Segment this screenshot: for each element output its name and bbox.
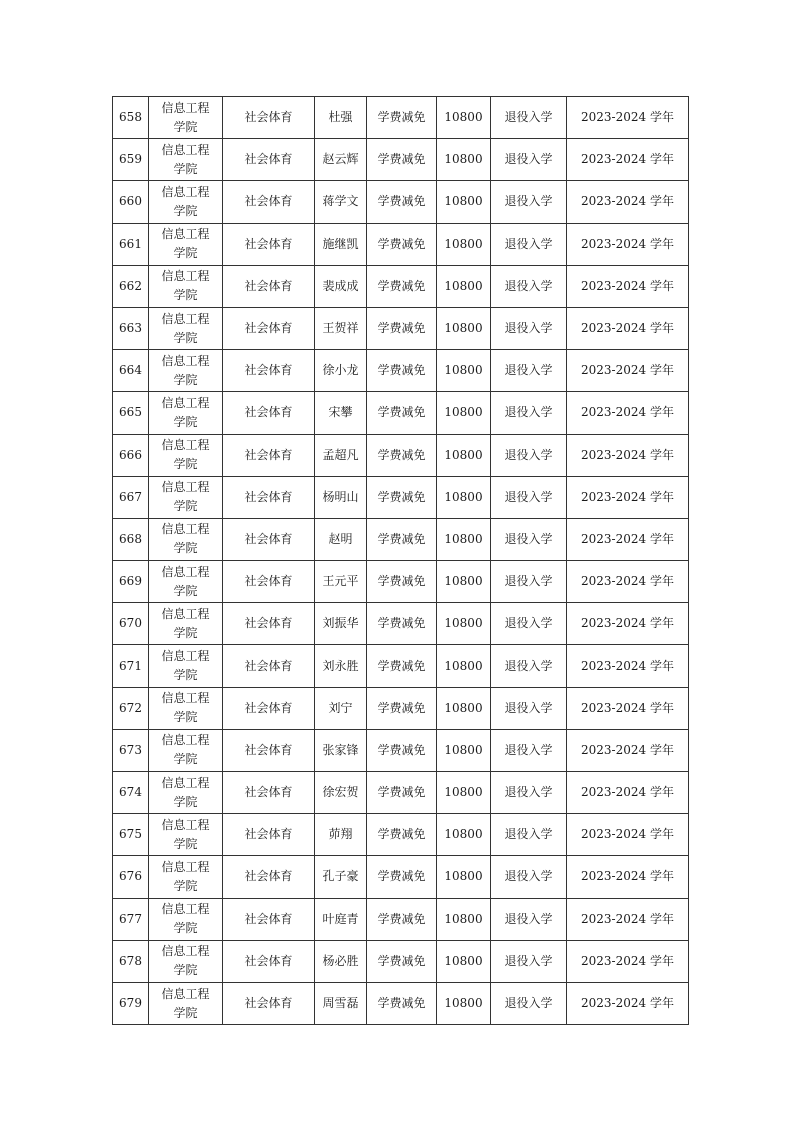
major-cell: 社会体育 xyxy=(223,518,315,560)
major-cell: 社会体育 xyxy=(223,392,315,434)
college-name: 信息工程学院 xyxy=(161,986,210,1020)
table-row xyxy=(113,856,689,898)
major-cell: 社会体育 xyxy=(223,772,315,814)
academic-year: 2023-2024 学年 xyxy=(567,223,689,265)
college-name: 信息工程学院 xyxy=(161,859,210,893)
student-name: 徐小龙 xyxy=(315,350,367,392)
aid-reason: 退役入学 xyxy=(491,434,567,476)
aid-amount: 10800 xyxy=(437,434,491,476)
student-name: 杨明山 xyxy=(315,476,367,518)
table-row xyxy=(113,181,689,223)
college-cell xyxy=(149,898,223,940)
major-cell: 社会体育 xyxy=(223,307,315,349)
student-name: 刘永胜 xyxy=(315,645,367,687)
aid-type: 学费减免 xyxy=(367,856,437,898)
college-name: 信息工程学院 xyxy=(161,564,210,598)
major-cell: 社会体育 xyxy=(223,265,315,307)
academic-year: 2023-2024 学年 xyxy=(567,940,689,982)
student-name: 施继凯 xyxy=(315,223,367,265)
row-number: 658 xyxy=(113,97,149,139)
college-cell xyxy=(149,476,223,518)
table-row xyxy=(113,307,689,349)
college-name: 信息工程学院 xyxy=(161,775,210,809)
row-number: 672 xyxy=(113,687,149,729)
college-name: 信息工程学院 xyxy=(161,311,210,345)
college-cell xyxy=(149,982,223,1024)
aid-type: 学费减免 xyxy=(367,181,437,223)
college-name: 信息工程学院 xyxy=(161,480,210,514)
table-row xyxy=(113,772,689,814)
major-cell: 社会体育 xyxy=(223,181,315,223)
aid-type: 学费减免 xyxy=(367,392,437,434)
aid-type: 学费减免 xyxy=(367,434,437,476)
row-number: 675 xyxy=(113,814,149,856)
academic-year: 2023-2024 学年 xyxy=(567,982,689,1024)
academic-year: 2023-2024 学年 xyxy=(567,561,689,603)
student-name: 孟超凡 xyxy=(315,434,367,476)
aid-reason: 退役入学 xyxy=(491,940,567,982)
college-cell xyxy=(149,265,223,307)
academic-year: 2023-2024 学年 xyxy=(567,307,689,349)
student-name: 杨必胜 xyxy=(315,940,367,982)
table-row xyxy=(113,97,689,139)
major-cell: 社会体育 xyxy=(223,476,315,518)
academic-year: 2023-2024 学年 xyxy=(567,434,689,476)
aid-reason: 退役入学 xyxy=(491,729,567,771)
row-number: 662 xyxy=(113,265,149,307)
row-number: 665 xyxy=(113,392,149,434)
aid-type: 学费减免 xyxy=(367,350,437,392)
row-number: 677 xyxy=(113,898,149,940)
academic-year: 2023-2024 学年 xyxy=(567,814,689,856)
student-name: 刘振华 xyxy=(315,603,367,645)
aid-reason: 退役入学 xyxy=(491,392,567,434)
aid-reason: 退役入学 xyxy=(491,265,567,307)
student-name: 蒋学文 xyxy=(315,181,367,223)
major-cell: 社会体育 xyxy=(223,350,315,392)
aid-amount: 10800 xyxy=(437,729,491,771)
student-name: 徐宏贺 xyxy=(315,772,367,814)
college-name: 信息工程学院 xyxy=(161,902,210,936)
student-name: 刘宁 xyxy=(315,687,367,729)
college-name: 信息工程学院 xyxy=(161,227,210,261)
major-cell: 社会体育 xyxy=(223,898,315,940)
college-name: 信息工程学院 xyxy=(161,522,210,556)
academic-year: 2023-2024 学年 xyxy=(567,476,689,518)
academic-year: 2023-2024 学年 xyxy=(567,898,689,940)
aid-reason: 退役入学 xyxy=(491,687,567,729)
table-row xyxy=(113,814,689,856)
major-cell: 社会体育 xyxy=(223,561,315,603)
academic-year: 2023-2024 学年 xyxy=(567,645,689,687)
row-number: 671 xyxy=(113,645,149,687)
student-name: 茆翔 xyxy=(315,814,367,856)
college-name: 信息工程学院 xyxy=(161,944,210,978)
college-cell xyxy=(149,307,223,349)
college-name: 信息工程学院 xyxy=(161,100,210,134)
aid-amount: 10800 xyxy=(437,772,491,814)
college-name: 信息工程学院 xyxy=(161,142,210,176)
aid-amount: 10800 xyxy=(437,645,491,687)
aid-type: 学费减免 xyxy=(367,307,437,349)
college-cell xyxy=(149,687,223,729)
table-row xyxy=(113,139,689,181)
student-name: 赵明 xyxy=(315,518,367,560)
row-number: 663 xyxy=(113,307,149,349)
row-number: 669 xyxy=(113,561,149,603)
aid-type: 学费减免 xyxy=(367,814,437,856)
academic-year: 2023-2024 学年 xyxy=(567,729,689,771)
academic-year: 2023-2024 学年 xyxy=(567,772,689,814)
aid-amount: 10800 xyxy=(437,223,491,265)
major-cell: 社会体育 xyxy=(223,645,315,687)
student-name: 王元平 xyxy=(315,561,367,603)
row-number: 676 xyxy=(113,856,149,898)
aid-amount: 10800 xyxy=(437,181,491,223)
academic-year: 2023-2024 学年 xyxy=(567,181,689,223)
student-name: 王贺祥 xyxy=(315,307,367,349)
student-name: 叶庭青 xyxy=(315,898,367,940)
major-cell: 社会体育 xyxy=(223,97,315,139)
major-cell: 社会体育 xyxy=(223,856,315,898)
major-cell: 社会体育 xyxy=(223,729,315,771)
college-cell xyxy=(149,139,223,181)
college-cell xyxy=(149,645,223,687)
academic-year: 2023-2024 学年 xyxy=(567,518,689,560)
table-row xyxy=(113,265,689,307)
aid-type: 学费减免 xyxy=(367,645,437,687)
row-number: 678 xyxy=(113,940,149,982)
college-name: 信息工程学院 xyxy=(161,733,210,767)
row-number: 666 xyxy=(113,434,149,476)
aid-amount: 10800 xyxy=(437,392,491,434)
aid-amount: 10800 xyxy=(437,940,491,982)
college-cell xyxy=(149,181,223,223)
roster-table xyxy=(112,96,689,1025)
row-number: 659 xyxy=(113,139,149,181)
academic-year: 2023-2024 学年 xyxy=(567,97,689,139)
college-cell xyxy=(149,392,223,434)
academic-year: 2023-2024 学年 xyxy=(567,603,689,645)
aid-reason: 退役入学 xyxy=(491,645,567,687)
academic-year: 2023-2024 学年 xyxy=(567,392,689,434)
row-number: 674 xyxy=(113,772,149,814)
college-name: 信息工程学院 xyxy=(161,649,210,683)
college-cell xyxy=(149,561,223,603)
aid-reason: 退役入学 xyxy=(491,518,567,560)
aid-type: 学费减免 xyxy=(367,982,437,1024)
college-name: 信息工程学院 xyxy=(161,395,210,429)
table-row xyxy=(113,645,689,687)
college-cell xyxy=(149,603,223,645)
aid-type: 学费减免 xyxy=(367,476,437,518)
table-row xyxy=(113,561,689,603)
student-name: 周雪磊 xyxy=(315,982,367,1024)
aid-amount: 10800 xyxy=(437,856,491,898)
aid-type: 学费减免 xyxy=(367,223,437,265)
aid-reason: 退役入学 xyxy=(491,982,567,1024)
major-cell: 社会体育 xyxy=(223,940,315,982)
aid-reason: 退役入学 xyxy=(491,772,567,814)
college-name: 信息工程学院 xyxy=(161,691,210,725)
table-row xyxy=(113,518,689,560)
academic-year: 2023-2024 学年 xyxy=(567,350,689,392)
aid-reason: 退役入学 xyxy=(491,856,567,898)
academic-year: 2023-2024 学年 xyxy=(567,139,689,181)
aid-reason: 退役入学 xyxy=(491,97,567,139)
major-cell: 社会体育 xyxy=(223,603,315,645)
college-cell xyxy=(149,350,223,392)
college-cell xyxy=(149,729,223,771)
aid-reason: 退役入学 xyxy=(491,476,567,518)
row-number: 661 xyxy=(113,223,149,265)
aid-type: 学费减免 xyxy=(367,729,437,771)
table-row xyxy=(113,940,689,982)
major-cell: 社会体育 xyxy=(223,139,315,181)
table-row xyxy=(113,392,689,434)
aid-type: 学费减免 xyxy=(367,603,437,645)
aid-amount: 10800 xyxy=(437,603,491,645)
aid-type: 学费减免 xyxy=(367,940,437,982)
roster-body xyxy=(113,97,689,1025)
major-cell: 社会体育 xyxy=(223,434,315,476)
aid-type: 学费减免 xyxy=(367,139,437,181)
table-row xyxy=(113,687,689,729)
aid-type: 学费减免 xyxy=(367,687,437,729)
row-number: 664 xyxy=(113,350,149,392)
student-name: 宋攀 xyxy=(315,392,367,434)
table-row xyxy=(113,982,689,1024)
row-number: 667 xyxy=(113,476,149,518)
aid-reason: 退役入学 xyxy=(491,898,567,940)
row-number: 668 xyxy=(113,518,149,560)
college-cell xyxy=(149,434,223,476)
aid-type: 学费减免 xyxy=(367,97,437,139)
row-number: 660 xyxy=(113,181,149,223)
table-row xyxy=(113,350,689,392)
aid-amount: 10800 xyxy=(437,982,491,1024)
aid-reason: 退役入学 xyxy=(491,307,567,349)
college-cell xyxy=(149,518,223,560)
major-cell: 社会体育 xyxy=(223,223,315,265)
college-cell xyxy=(149,772,223,814)
college-name: 信息工程学院 xyxy=(161,606,210,640)
aid-reason: 退役入学 xyxy=(491,181,567,223)
college-cell xyxy=(149,856,223,898)
aid-amount: 10800 xyxy=(437,898,491,940)
college-name: 信息工程学院 xyxy=(161,353,210,387)
aid-reason: 退役入学 xyxy=(491,223,567,265)
aid-amount: 10800 xyxy=(437,350,491,392)
student-name: 孔子豪 xyxy=(315,856,367,898)
college-cell xyxy=(149,223,223,265)
college-name: 信息工程学院 xyxy=(161,269,210,303)
college-name: 信息工程学院 xyxy=(161,438,210,472)
academic-year: 2023-2024 学年 xyxy=(567,687,689,729)
college-cell xyxy=(149,940,223,982)
aid-reason: 退役入学 xyxy=(491,139,567,181)
aid-amount: 10800 xyxy=(437,139,491,181)
major-cell: 社会体育 xyxy=(223,687,315,729)
table-row xyxy=(113,603,689,645)
student-name: 张家锋 xyxy=(315,729,367,771)
college-name: 信息工程学院 xyxy=(161,184,210,218)
aid-type: 学费减免 xyxy=(367,518,437,560)
aid-amount: 10800 xyxy=(437,97,491,139)
aid-reason: 退役入学 xyxy=(491,350,567,392)
student-name: 杜强 xyxy=(315,97,367,139)
aid-amount: 10800 xyxy=(437,476,491,518)
college-cell xyxy=(149,97,223,139)
aid-type: 学费减免 xyxy=(367,772,437,814)
row-number: 670 xyxy=(113,603,149,645)
aid-type: 学费减免 xyxy=(367,265,437,307)
aid-type: 学费减免 xyxy=(367,561,437,603)
aid-amount: 10800 xyxy=(437,518,491,560)
aid-amount: 10800 xyxy=(437,561,491,603)
table-row xyxy=(113,476,689,518)
row-number: 679 xyxy=(113,982,149,1024)
college-cell xyxy=(149,814,223,856)
aid-type: 学费减免 xyxy=(367,898,437,940)
aid-amount: 10800 xyxy=(437,814,491,856)
row-number: 673 xyxy=(113,729,149,771)
major-cell: 社会体育 xyxy=(223,814,315,856)
table-row xyxy=(113,898,689,940)
aid-amount: 10800 xyxy=(437,687,491,729)
aid-reason: 退役入学 xyxy=(491,814,567,856)
student-name: 赵云辉 xyxy=(315,139,367,181)
aid-reason: 退役入学 xyxy=(491,603,567,645)
major-cell: 社会体育 xyxy=(223,982,315,1024)
aid-amount: 10800 xyxy=(437,307,491,349)
student-name: 裴成成 xyxy=(315,265,367,307)
academic-year: 2023-2024 学年 xyxy=(567,265,689,307)
aid-reason: 退役入学 xyxy=(491,561,567,603)
academic-year: 2023-2024 学年 xyxy=(567,856,689,898)
table-row xyxy=(113,729,689,771)
table-row xyxy=(113,434,689,476)
table-row xyxy=(113,223,689,265)
aid-amount: 10800 xyxy=(437,265,491,307)
college-name: 信息工程学院 xyxy=(161,817,210,851)
